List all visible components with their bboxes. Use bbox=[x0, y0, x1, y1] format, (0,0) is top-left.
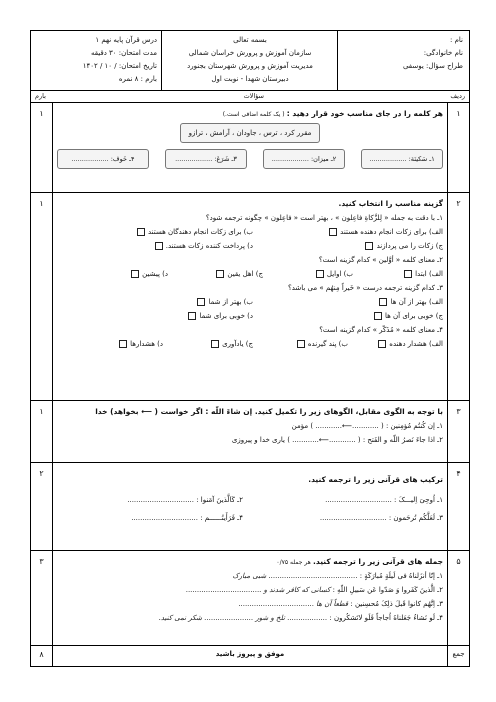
question-1 bbox=[31, 103, 469, 193]
question-number: ۱ bbox=[447, 103, 469, 192]
col-score: بارم bbox=[35, 92, 46, 100]
sub-question-3: ۳ـ کدام گزینه ترجمه درست « خَیراً مِنهُم » می باشد؟ bbox=[287, 284, 443, 292]
verse-2: ۲ـ الَّذینَ کَفَروا وَ صَدّوا عَن سَبیلِ اللّهِ : bbox=[332, 586, 443, 594]
total-label: جمع bbox=[447, 646, 469, 666]
answer-1[interactable]: شبی مبارک bbox=[232, 572, 267, 580]
question-score: ۳ bbox=[31, 551, 53, 645]
question-title: گزینه مناسب را انتخاب کنید. bbox=[338, 199, 443, 208]
checkbox-icon[interactable] bbox=[329, 228, 337, 236]
option-4a[interactable]: الف) هشدار دهنده bbox=[377, 337, 443, 351]
total-score-value: ۸ bbox=[31, 646, 53, 666]
verse-4: ۴ـ لَو نَشاءُ جَعَلناهُ اُجاجاً فَلَو لاتَشکُرون : bbox=[329, 614, 443, 622]
good-luck-message: موفق و پیروز باشید bbox=[215, 650, 285, 658]
checkbox-icon[interactable] bbox=[155, 242, 163, 250]
option-3b[interactable]: ب) بهتر از شما bbox=[196, 295, 253, 309]
question-number: ۴ bbox=[447, 463, 469, 550]
question-number: ۳ bbox=[447, 401, 469, 462]
sub-question-1: ۱ـ با دقت به جمله « لِلزَّکاةِ فاعِلون » ، بهتر است « فاعِلون » چگونه ترجمه شود؟ bbox=[205, 214, 443, 222]
col-questions: سؤالات bbox=[243, 92, 264, 100]
question-title: جمله های قرآنی زیر را ترجمه کنید. bbox=[313, 557, 443, 566]
course: درس قرآن پایه نهم ۱ bbox=[95, 36, 157, 44]
phrase-4[interactable]: ۴ـ فَرَأَیتُــــــم : .............................. bbox=[131, 514, 243, 522]
question-note: هر جمله ۰/۷۵ bbox=[276, 559, 311, 566]
checkbox-icon[interactable] bbox=[404, 270, 412, 278]
checkbox-icon[interactable] bbox=[297, 340, 305, 348]
question-4 bbox=[31, 463, 469, 551]
question-number: ۲ bbox=[447, 193, 469, 400]
match-item-2[interactable]: ۲ـ میزان: .................. bbox=[263, 149, 345, 169]
option-4d[interactable]: د) هشدارها bbox=[118, 337, 163, 351]
option-1c[interactable]: ج) زکات را می پردازند bbox=[364, 239, 443, 253]
pattern-1-start: ۱ـ إن کُنتُم مُؤمِنین : ( bbox=[380, 422, 443, 430]
word-bank: مقرر کرد ، ترس ، جاودان ، آرامش ، ترازو bbox=[180, 123, 321, 143]
option-4c[interactable]: ج) یادآوری bbox=[210, 337, 253, 351]
answer-4b[interactable]: شکر نمی کنید. bbox=[158, 614, 202, 622]
checkbox-icon[interactable] bbox=[216, 270, 224, 278]
bismillah: بسمه تعالی bbox=[233, 36, 267, 44]
exam-date: تاریخ امتحان: / ۱۰ / ۱۴۰۲ bbox=[82, 62, 157, 70]
answer-3[interactable]: قطعاً آن ها bbox=[316, 600, 349, 608]
column-headers bbox=[31, 90, 469, 103]
question-score: ۱ bbox=[31, 193, 53, 400]
option-3d[interactable]: د) خوبی برای شما bbox=[187, 309, 253, 323]
checkbox-icon[interactable] bbox=[131, 270, 139, 278]
question-5: ۵ ۳ جمله های قرآنی زیر را ترجمه کنید. هر جمله ۰/۷۵ ۱ـ إنّا أنزَلناهُ فی لَیلَةٍ مُبارَکَةٍ : ........................................ شبی مبارک ۲ـ الَّذینَ کَفَروا وَ صَدّوا عَن سَبیلِ اللّهِ : کسانی که کافر شدند و .................................. ۳ـ اِنَّهُم کانوا قَبلَ ذلِکَ مُحسِنین : قطعاً آن ها .................................. ۴ـ لَو نَشاءُ جَعَلناهُ اُجاجاً فَلَو لاتَشکُرون : .................. تلخ و شور ...................... شکر نمی کنید. bbox=[31, 551, 469, 646]
option-1b[interactable]: ب) برای زکات انجام دهندگان هستند bbox=[136, 225, 253, 239]
exam-footer bbox=[31, 646, 469, 666]
option-2d[interactable]: د) پیشین bbox=[130, 267, 168, 281]
sub-question-2: ۲ـ معنای کلمه « أوَّلین » کدام گزینه است؟ bbox=[318, 256, 443, 264]
checkbox-icon[interactable] bbox=[379, 298, 387, 306]
match-item-4[interactable]: ۴ـ خَوف: .................. bbox=[57, 149, 149, 169]
question-title: ترکیب های قرآنی زیر را ترجمه کنید. bbox=[308, 475, 443, 484]
option-4b[interactable]: ب) پند گیرنده bbox=[296, 337, 348, 351]
col-row: ردیف bbox=[450, 92, 465, 100]
checkbox-icon[interactable] bbox=[119, 340, 127, 348]
option-2c[interactable]: ج) اهل یقین bbox=[215, 267, 263, 281]
question-note: ( یک کلمه اضافی است.) bbox=[222, 111, 285, 118]
checkbox-icon[interactable] bbox=[197, 298, 205, 306]
phrase-3[interactable]: ۳ـ لَعَلَّکُم تُرحَمون : .............................. bbox=[319, 514, 443, 522]
option-1a[interactable]: الف) برای زکات انجام دهنده هستند bbox=[328, 225, 443, 239]
school: دبیرستان شهدا - نوبت اول bbox=[211, 75, 289, 83]
question-title: با توجه به الگوی مقابل، الگوهای زیر را تکمیل کنید. إن شاءَ اللّه : اگر خواست ( ⟵ بخواهد) خدا bbox=[95, 407, 443, 416]
checkbox-icon[interactable] bbox=[378, 340, 386, 348]
family-field[interactable]: نام خانوادگی: bbox=[423, 49, 463, 57]
phrase-2[interactable]: ۲ـ کَالَّذینَ آمَنوا : .............................. bbox=[127, 496, 243, 504]
checkbox-icon[interactable] bbox=[211, 340, 219, 348]
duration: مدت امتحان: ۳۰ دقیقه bbox=[90, 49, 157, 57]
checkbox-icon[interactable] bbox=[374, 312, 382, 320]
sub-question-4: ۴ـ معنای کلمه « مُذَکّر » کدام گزینه است؟ bbox=[319, 326, 443, 334]
question-title: هر کلمه را در جای مناسب خود قرار دهید : bbox=[286, 109, 443, 118]
question-score: ۱ bbox=[31, 401, 53, 462]
office: مدیریت آموزش و پرورش شهرستان بجنورد bbox=[187, 62, 313, 70]
exam-sheet bbox=[30, 30, 470, 667]
exam-header bbox=[31, 31, 469, 91]
match-item-3[interactable]: ۳ـ شَرَعَ: .................. bbox=[165, 149, 247, 169]
option-3a[interactable]: الف) بهتر از آن ها bbox=[378, 295, 443, 309]
pattern-2-end: ) یاری خدا و پیروزی bbox=[231, 436, 290, 444]
school-info bbox=[169, 34, 331, 86]
answer-2[interactable]: کسانی که کافر شدند و bbox=[263, 586, 331, 594]
option-2b[interactable]: ب) اوایل bbox=[315, 267, 353, 281]
name-field[interactable]: نام : bbox=[450, 36, 463, 44]
organization: سازمان آموزش و پرورش خراسان شمالی bbox=[188, 49, 312, 57]
option-1d[interactable]: د) پرداخت کننده زکات هستند. bbox=[154, 239, 253, 253]
arrow-left-icon: ⟵ bbox=[318, 436, 329, 444]
verse-3: ۳ـ اِنَّهُم کانوا قَبلَ ذلِکَ مُحسِنین : bbox=[350, 600, 443, 608]
total-score: بارم : ۸ نمره bbox=[118, 75, 157, 83]
student-info bbox=[343, 34, 463, 73]
option-2a[interactable]: الف) ابتدا bbox=[403, 267, 443, 281]
question-3: ۳ ۱ با توجه به الگوی مقابل، الگوهای زیر را تکمیل کنید. إن شاءَ اللّه : اگر خواست ( ⟵ بخواهد) خدا ۱ـ إن کُنتُم مُؤمِنین : ( ............⟵............ ) مؤمن ۲ـ اذا جاءَ نَصرُ اللّه و الفَتح : ( ............⟵............ ) یاری خدا و پیروزی bbox=[31, 401, 469, 463]
checkbox-icon[interactable] bbox=[365, 242, 373, 250]
question-2 bbox=[31, 193, 469, 401]
exam-info bbox=[37, 34, 157, 86]
checkbox-icon[interactable] bbox=[188, 312, 196, 320]
designer-label: طراح سؤال: یوسفی bbox=[402, 62, 463, 70]
question-number: ۵ bbox=[447, 551, 469, 645]
match-item-1[interactable]: ۱ـ سَکینَة: .................. bbox=[361, 149, 443, 169]
pattern-1-end: ) مؤمن bbox=[291, 422, 314, 430]
question-score: ۱ bbox=[31, 103, 53, 192]
checkbox-icon[interactable] bbox=[137, 228, 145, 236]
pattern-2-start: ۲ـ اذا جاءَ نَصرُ اللّه و الفَتح : ( bbox=[357, 436, 443, 444]
option-3c[interactable]: ج) خوبی برای آن ها bbox=[373, 309, 443, 323]
verse-1: ۱ـ إنّا أنزَلناهُ فی لَیلَةٍ مُبارَکَةٍ : bbox=[359, 572, 443, 580]
answer-4a[interactable]: تلخ و شور bbox=[255, 614, 285, 622]
arrow-left-icon: ⟵ bbox=[342, 422, 353, 430]
phrase-1[interactable]: ۱ـ اُوحِیَ اِلیـــکَ : .............................. bbox=[325, 496, 443, 504]
question-score: ۲ bbox=[31, 463, 53, 550]
checkbox-icon[interactable] bbox=[316, 270, 324, 278]
